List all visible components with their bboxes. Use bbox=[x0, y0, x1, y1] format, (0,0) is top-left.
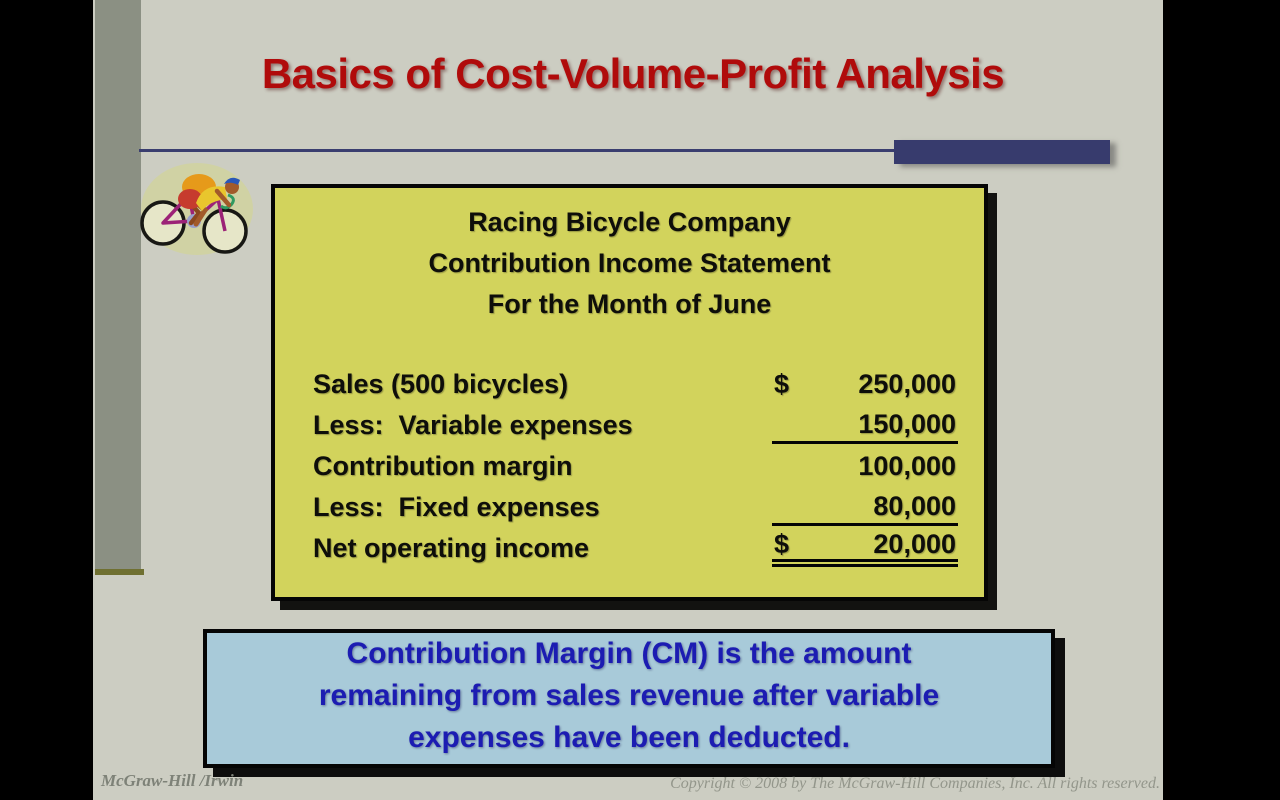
callout-line: remaining from sales revenue after variable bbox=[318, 679, 940, 712]
income-statement-box bbox=[271, 184, 988, 601]
statement-header bbox=[275, 202, 984, 325]
statement-company-name: Racing Bicycle Company bbox=[468, 207, 791, 237]
cyclist-clipart-icon bbox=[133, 157, 261, 263]
olive-divider-line bbox=[95, 569, 144, 575]
callout-box bbox=[203, 629, 1055, 768]
row-label: Net operating income bbox=[313, 533, 590, 563]
statement-period: For the Month of June bbox=[487, 289, 772, 319]
table-row-sales bbox=[313, 364, 958, 405]
row-label: Contribution margin bbox=[313, 451, 573, 481]
amount-value: 100,000 bbox=[858, 451, 956, 481]
row-label: Less: Variable expenses bbox=[313, 410, 633, 440]
left-accent-strip bbox=[95, 0, 141, 569]
footer-publisher: McGraw-Hill /Irwin bbox=[101, 771, 244, 790]
row-amount bbox=[772, 448, 958, 485]
slide bbox=[93, 0, 1163, 800]
row-amount bbox=[772, 407, 958, 444]
footer-copyright: Copyright © 2008 by The McGraw-Hill Companies, Inc. All rights reserved. bbox=[670, 775, 1160, 792]
slide-title: Basics of Cost-Volume-Profit Analysis bbox=[261, 50, 1005, 97]
row-amount bbox=[772, 366, 958, 403]
accent-bar bbox=[894, 140, 1110, 164]
row-label: Sales (500 bicycles) bbox=[313, 369, 569, 399]
callout-line: Contribution Margin (CM) is the amount bbox=[346, 637, 912, 670]
amount-value: 150,000 bbox=[858, 408, 956, 439]
currency-sign: $ bbox=[774, 369, 790, 399]
table-row-net-operating-income bbox=[313, 528, 958, 569]
table-row-variable-expenses bbox=[313, 405, 958, 446]
table-row-fixed-expenses bbox=[313, 487, 958, 528]
amount-value: 250,000 bbox=[858, 369, 956, 399]
row-label: Less: Fixed expenses bbox=[313, 492, 600, 522]
row-amount bbox=[772, 530, 958, 567]
amount-value: 20,000 bbox=[873, 529, 956, 559]
callout-line: expenses have been deducted. bbox=[408, 721, 850, 754]
amount-value: 80,000 bbox=[873, 490, 956, 521]
currency-sign: $ bbox=[774, 529, 790, 559]
statement-rows bbox=[313, 364, 958, 569]
row-amount bbox=[772, 489, 958, 526]
statement-title: Contribution Income Statement bbox=[428, 248, 831, 278]
table-row-contribution-margin bbox=[313, 446, 958, 487]
